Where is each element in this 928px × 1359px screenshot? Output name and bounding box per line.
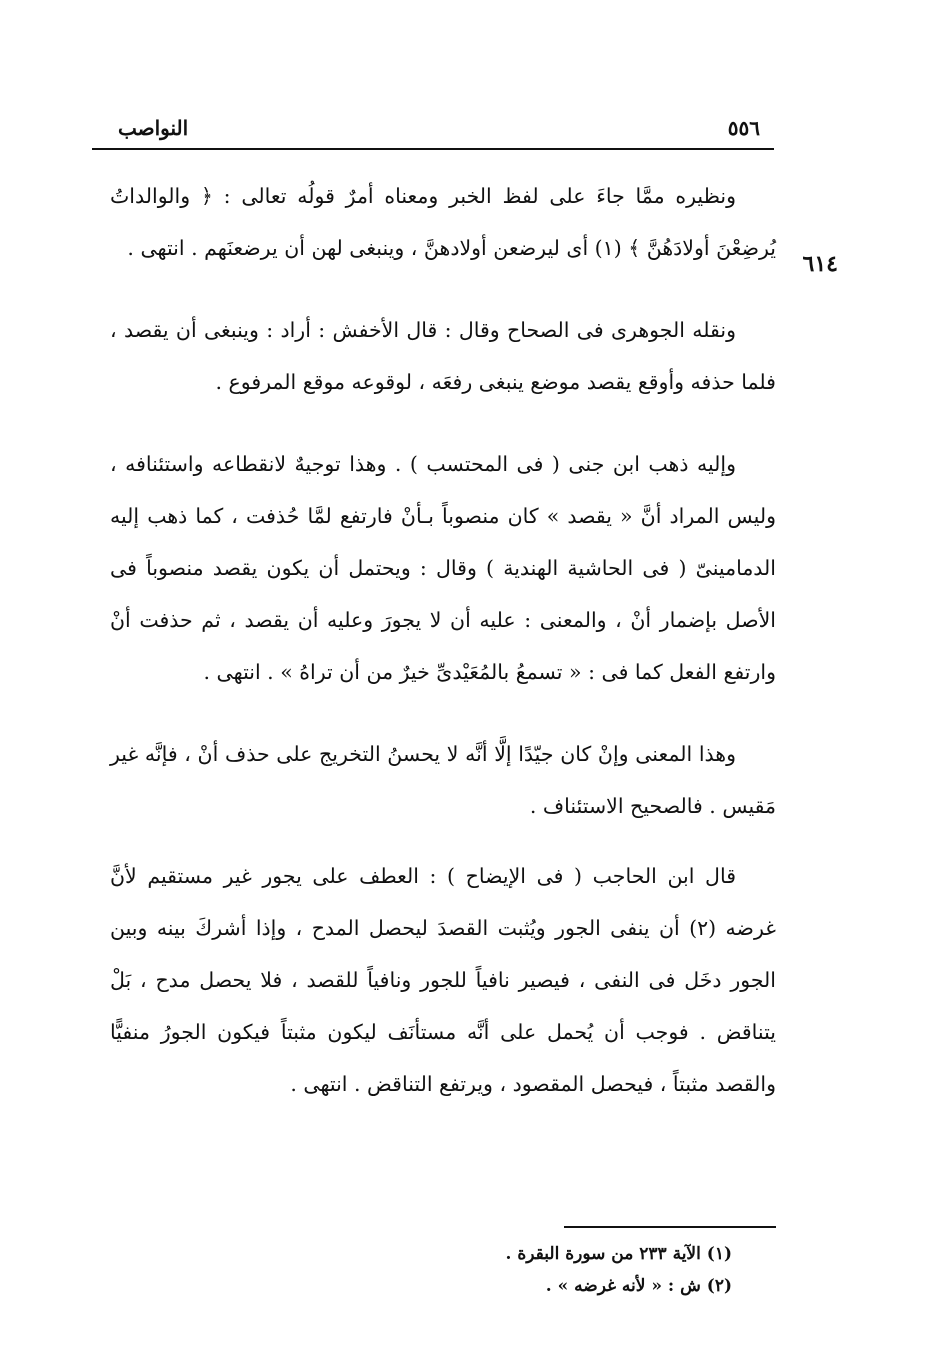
- margin-number: ٦١٤: [802, 251, 838, 277]
- footnote-2: (٢) ش : « لأنه غرضه » .: [545, 1276, 732, 1296]
- running-head: [92, 112, 774, 150]
- footnote-1: (١) الآية ٢٣٣ من سورة البقرة .: [505, 1244, 732, 1264]
- section-title: النواصب: [118, 116, 189, 140]
- paragraph-1: ونظيره ممَّا جاءَ على لفظ الخبر ومعناه أمرٌ قولُه تعالى : ﴿ والوالداتُ يُرضِعْنَ أولادَهُنَّ ﴾ (١) أى ليرضعن أولادهنَّ ، وينبغى لهن أن يرضعنَهم . انتهى .: [110, 184, 776, 260]
- paragraph-3: وإليه ذهب ابن جنى ( فى المحتسب ) . وهذا توجيهٌ لانقطاعه واستئنافه ، وليس المراد أنَّ « يقصد » كان منصوباً بـأنْ فارتفع لمَّا حُذفت ، كما ذهب إليه الدمامينىّ ( فى الحاشية الهندية ) وقال : ويحتمل أن يكون يقصد منصوباً فى الأصل بإضمار أنْ ، والمعنى : عليه أن لا يجورَ وعليه أن يقصد ، ثم حذفت أنْ وارتفع الفعل كما فى : « تسمعُ بالمُعَيْدىِّ خيرٌ من أن تراهُ » . انتهى .: [110, 452, 776, 684]
- paragraph-2: ونقله الجوهرى فى الصحاح وقال : قال الأخفش : أراد : وينبغى أن يقصد ، فلما حذفه وأوقع يقصد موضع ينبغى رفعَه ، لوقوعه موقع المرفوع .: [110, 318, 776, 394]
- footnotes: [212, 1238, 732, 1302]
- footnote-divider: [564, 1226, 776, 1228]
- paragraph-5: قال ابن الحاجب ( فى الإيضاح ) : العطف على يجور غير مستقيم لأنَّ غرضه (٢) أن ينفى الجور ويُثبت القصدَ ليحصل المدح ، وإذا أشركَ بينه وبين الجور دخَل فى النفى ، فيصير نافياً للجور ونافياً للقصد ، فلا يحصل مدح ، بَلْ يتناقض . فوجب أن يُحمل على أنَّه مستأنَف ليكون مثبتاً فيكون الجورُ منفيًّا والقصد مثبتاً ، فيحصل المقصود ، ويرتفع التناقض . انتهى .: [110, 864, 776, 1096]
- page-number: ٥٥٦: [727, 116, 760, 140]
- body-text: [110, 170, 776, 1110]
- paragraph-4: وهذا المعنى وإنْ كان جيّدًا إلَّا أنَّه لا يحسنُ التخريج على حذف أنْ ، فإنَّه غير مَقيس . فالصحيح الاستئناف .: [110, 742, 776, 818]
